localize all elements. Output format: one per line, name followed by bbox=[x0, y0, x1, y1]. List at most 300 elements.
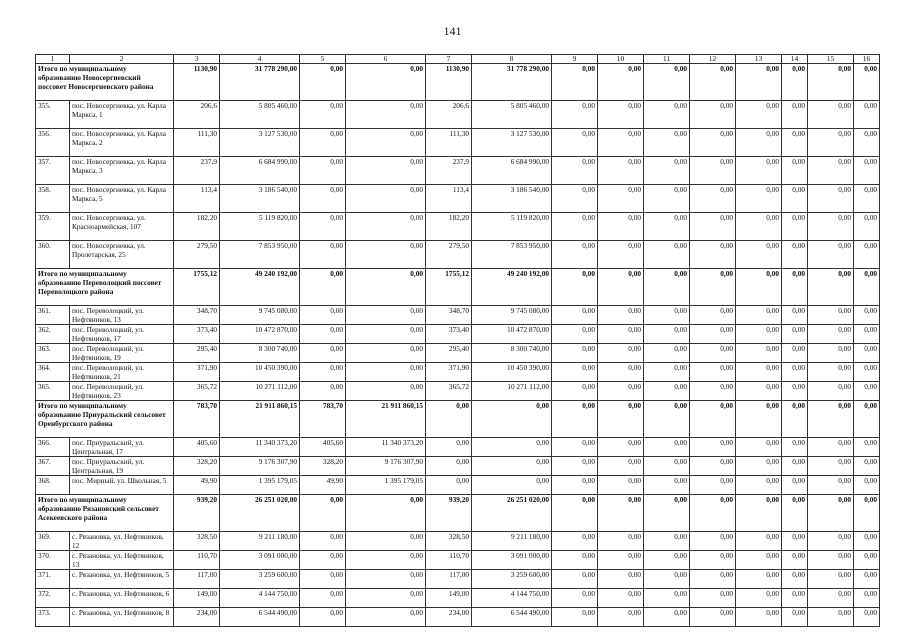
value-cell: 0,00 bbox=[552, 570, 598, 589]
value-cell: 10 472 870,00 bbox=[472, 325, 552, 344]
value-cell: 31 778 290,00 bbox=[472, 64, 552, 101]
column-number: 7 bbox=[426, 55, 472, 64]
value-cell: 0,00 bbox=[598, 401, 644, 438]
value-cell: 21 911 860,15 bbox=[346, 401, 426, 438]
value-cell: 295,40 bbox=[426, 344, 472, 363]
row-number: 356. bbox=[36, 129, 70, 157]
value-cell: 26 251 020,00 bbox=[472, 495, 552, 532]
value-cell: 0,00 bbox=[808, 382, 854, 401]
data-table bbox=[35, 54, 880, 627]
value-cell: 0,00 bbox=[552, 382, 598, 401]
value-cell: 0,00 bbox=[644, 570, 690, 589]
value-cell: 0,00 bbox=[644, 101, 690, 129]
value-cell: 5 805 460,00 bbox=[472, 101, 552, 129]
value-cell: 0,00 bbox=[598, 101, 644, 129]
value-cell: 182,20 bbox=[426, 213, 472, 241]
value-cell: 0,00 bbox=[598, 241, 644, 269]
address-cell: пос. Новосергиевка, ул. Карла Маркса, 3 bbox=[70, 157, 174, 185]
page-number: 141 bbox=[443, 24, 462, 38]
value-cell: 0,00 bbox=[690, 551, 736, 570]
value-cell: 0,00 bbox=[598, 495, 644, 532]
value-cell: 149,00 bbox=[174, 589, 220, 608]
table-row bbox=[36, 457, 880, 476]
value-cell: 0,00 bbox=[782, 157, 808, 185]
value-cell: 0,00 bbox=[808, 129, 854, 157]
value-cell: 11 340 373,20 bbox=[220, 438, 300, 457]
value-cell: 0,00 bbox=[644, 551, 690, 570]
value-cell: 0,00 bbox=[690, 185, 736, 213]
value-cell: 0,00 bbox=[598, 344, 644, 363]
table-row bbox=[36, 306, 880, 325]
value-cell: 0,00 bbox=[300, 185, 346, 213]
value-cell: 0,00 bbox=[552, 589, 598, 608]
table-row bbox=[36, 570, 880, 589]
value-cell: 1 395 179,05 bbox=[346, 476, 426, 495]
value-cell: 405,60 bbox=[300, 438, 346, 457]
value-cell: 113,4 bbox=[426, 185, 472, 213]
value-cell: 0,00 bbox=[808, 325, 854, 344]
value-cell: 0,00 bbox=[552, 495, 598, 532]
address-cell: пос. Новосергиевка, ул. Пролетарская, 25 bbox=[70, 241, 174, 269]
row-number: 361. bbox=[36, 306, 70, 325]
value-cell: 0,00 bbox=[552, 476, 598, 495]
value-cell: 5 805 460,00 bbox=[220, 101, 300, 129]
value-cell: 49,90 bbox=[300, 476, 346, 495]
value-cell: 0,00 bbox=[552, 101, 598, 129]
value-cell: 0,00 bbox=[736, 476, 782, 495]
value-cell: 0,00 bbox=[598, 269, 644, 306]
value-cell: 0,00 bbox=[808, 476, 854, 495]
value-cell: 9 211 180,00 bbox=[472, 532, 552, 551]
value-cell: 405,60 bbox=[174, 438, 220, 457]
value-cell: 9 745 080,00 bbox=[220, 306, 300, 325]
value-cell: 0,00 bbox=[808, 495, 854, 532]
address-cell: пос. Переволоцкий, ул. Нефтяников, 19 bbox=[70, 344, 174, 363]
value-cell: 6 684 990,00 bbox=[220, 157, 300, 185]
value-cell: 0,00 bbox=[782, 64, 808, 101]
address-cell: пос. Приуральский, ул. Центральная, 17 bbox=[70, 438, 174, 457]
value-cell: 0,00 bbox=[346, 101, 426, 129]
value-cell: 234,00 bbox=[426, 608, 472, 627]
column-number: 15 bbox=[808, 55, 854, 64]
value-cell: 0,00 bbox=[736, 241, 782, 269]
value-cell: 149,00 bbox=[426, 589, 472, 608]
value-cell: 0,00 bbox=[300, 306, 346, 325]
value-cell: 0,00 bbox=[598, 608, 644, 627]
value-cell: 49 240 192,00 bbox=[220, 269, 300, 306]
value-cell: 0,00 bbox=[552, 401, 598, 438]
value-cell: 0,00 bbox=[782, 382, 808, 401]
address-cell: с. Рязановка, ул. Нефтяников, 5 bbox=[70, 570, 174, 589]
value-cell: 1755,12 bbox=[426, 269, 472, 306]
value-cell: 0,00 bbox=[552, 64, 598, 101]
value-cell: 0,00 bbox=[854, 129, 880, 157]
value-cell: 6 544 490,00 bbox=[220, 608, 300, 627]
table-row bbox=[36, 532, 880, 551]
value-cell: 0,00 bbox=[736, 438, 782, 457]
value-cell: 0,00 bbox=[690, 570, 736, 589]
column-number: 6 bbox=[346, 55, 426, 64]
value-cell: 1130,90 bbox=[174, 64, 220, 101]
value-cell: 0,00 bbox=[690, 532, 736, 551]
value-cell: 0,00 bbox=[808, 213, 854, 241]
value-cell: 0,00 bbox=[854, 495, 880, 532]
value-cell: 0,00 bbox=[346, 495, 426, 532]
row-number: 358. bbox=[36, 185, 70, 213]
value-cell: 0,00 bbox=[854, 325, 880, 344]
value-cell: 0,00 bbox=[736, 401, 782, 438]
value-cell: 0,00 bbox=[644, 589, 690, 608]
value-cell: 0,00 bbox=[808, 241, 854, 269]
value-cell: 21 911 860,15 bbox=[220, 401, 300, 438]
value-cell: 0,00 bbox=[598, 589, 644, 608]
table-row bbox=[36, 551, 880, 570]
value-cell: 0,00 bbox=[300, 589, 346, 608]
value-cell: 0,00 bbox=[598, 551, 644, 570]
value-cell: 3 091 000,00 bbox=[472, 551, 552, 570]
value-cell: 328,20 bbox=[174, 457, 220, 476]
subtotal-row bbox=[36, 64, 880, 101]
value-cell: 0,00 bbox=[736, 325, 782, 344]
column-number: 3 bbox=[174, 55, 220, 64]
value-cell: 0,00 bbox=[300, 64, 346, 101]
value-cell: 0,00 bbox=[690, 64, 736, 101]
table-body bbox=[36, 55, 880, 627]
value-cell: 0,00 bbox=[736, 101, 782, 129]
value-cell: 1 395 179,05 bbox=[220, 476, 300, 495]
value-cell: 0,00 bbox=[782, 570, 808, 589]
value-cell: 279,50 bbox=[426, 241, 472, 269]
value-cell: 0,00 bbox=[346, 382, 426, 401]
value-cell: 0,00 bbox=[736, 570, 782, 589]
value-cell: 0,00 bbox=[854, 476, 880, 495]
value-cell: 0,00 bbox=[300, 157, 346, 185]
value-cell: 0,00 bbox=[644, 495, 690, 532]
value-cell: 0,00 bbox=[808, 608, 854, 627]
value-cell: 0,00 bbox=[808, 101, 854, 129]
value-cell: 0,00 bbox=[300, 363, 346, 382]
value-cell: 0,00 bbox=[690, 476, 736, 495]
value-cell: 0,00 bbox=[854, 269, 880, 306]
value-cell: 0,00 bbox=[300, 213, 346, 241]
value-cell: 0,00 bbox=[426, 438, 472, 457]
table-row bbox=[36, 589, 880, 608]
value-cell: 0,00 bbox=[782, 241, 808, 269]
value-cell: 0,00 bbox=[552, 185, 598, 213]
column-number: 10 bbox=[598, 55, 644, 64]
value-cell: 0,00 bbox=[552, 363, 598, 382]
value-cell: 110,70 bbox=[174, 551, 220, 570]
value-cell: 0,00 bbox=[644, 325, 690, 344]
value-cell: 0,00 bbox=[300, 325, 346, 344]
address-cell: с. Рязановка, ул. Нефтяников, 12 bbox=[70, 532, 174, 551]
value-cell: 234,00 bbox=[174, 608, 220, 627]
value-cell: 0,00 bbox=[598, 306, 644, 325]
value-cell: 0,00 bbox=[346, 570, 426, 589]
value-cell: 0,00 bbox=[854, 101, 880, 129]
value-cell: 0,00 bbox=[854, 457, 880, 476]
value-cell: 0,00 bbox=[300, 551, 346, 570]
row-number: 355. bbox=[36, 101, 70, 129]
value-cell: 0,00 bbox=[782, 129, 808, 157]
value-cell: 0,00 bbox=[854, 157, 880, 185]
value-cell: 0,00 bbox=[346, 269, 426, 306]
value-cell: 0,00 bbox=[644, 382, 690, 401]
row-number: 359. bbox=[36, 213, 70, 241]
value-cell: 0,00 bbox=[808, 185, 854, 213]
value-cell: 0,00 bbox=[300, 129, 346, 157]
value-cell: 0,00 bbox=[854, 213, 880, 241]
value-cell: 0,00 bbox=[644, 129, 690, 157]
value-cell: 4 144 750,00 bbox=[472, 589, 552, 608]
value-cell: 5 119 820,00 bbox=[220, 213, 300, 241]
value-cell: 0,00 bbox=[690, 495, 736, 532]
value-cell: 0,00 bbox=[300, 241, 346, 269]
value-cell: 0,00 bbox=[644, 608, 690, 627]
value-cell: 0,00 bbox=[808, 64, 854, 101]
address-cell: пос. Переволоцкий, ул. Нефтяников, 17 bbox=[70, 325, 174, 344]
value-cell: 0,00 bbox=[736, 64, 782, 101]
value-cell: 0,00 bbox=[644, 157, 690, 185]
value-cell: 373,40 bbox=[426, 325, 472, 344]
value-cell: 182,20 bbox=[174, 213, 220, 241]
value-cell: 365,72 bbox=[426, 382, 472, 401]
value-cell: 783,70 bbox=[174, 401, 220, 438]
value-cell: 0,00 bbox=[808, 589, 854, 608]
address-cell: с. Рязановка, ул. Нефтяников, 8 bbox=[70, 608, 174, 627]
value-cell: 0,00 bbox=[552, 438, 598, 457]
value-cell: 0,00 bbox=[552, 457, 598, 476]
address-cell: с. Рязановка, ул. Нефтяников, 6 bbox=[70, 589, 174, 608]
value-cell: 110,70 bbox=[426, 551, 472, 570]
value-cell: 0,00 bbox=[736, 495, 782, 532]
value-cell: 117,00 bbox=[174, 570, 220, 589]
table-row bbox=[36, 185, 880, 213]
value-cell: 3 259 600,00 bbox=[472, 570, 552, 589]
address-cell: пос. Новосергиевка, ул. Красноармейская, 107 bbox=[70, 213, 174, 241]
value-cell: 10 271 112,00 bbox=[220, 382, 300, 401]
value-cell: 0,00 bbox=[736, 213, 782, 241]
subtotal-row bbox=[36, 495, 880, 532]
value-cell: 0,00 bbox=[644, 457, 690, 476]
value-cell: 0,00 bbox=[346, 589, 426, 608]
table-row bbox=[36, 438, 880, 457]
subtotal-label: Итого по муниципальному образованию Новосергиевский поссовет Новосергиевского района bbox=[36, 64, 174, 101]
value-cell: 0,00 bbox=[690, 269, 736, 306]
value-cell: 237,9 bbox=[174, 157, 220, 185]
row-number: 368. bbox=[36, 476, 70, 495]
column-number: 14 bbox=[782, 55, 808, 64]
value-cell: 0,00 bbox=[300, 344, 346, 363]
value-cell: 328,20 bbox=[300, 457, 346, 476]
value-cell: 0,00 bbox=[854, 382, 880, 401]
table-row bbox=[36, 157, 880, 185]
row-number: 367. bbox=[36, 457, 70, 476]
value-cell: 0,00 bbox=[736, 608, 782, 627]
value-cell: 0,00 bbox=[808, 457, 854, 476]
value-cell: 206,6 bbox=[174, 101, 220, 129]
value-cell: 0,00 bbox=[808, 157, 854, 185]
address-cell: пос. Новосергиевка, ул. Карла Маркса, 1 bbox=[70, 101, 174, 129]
value-cell: 0,00 bbox=[598, 129, 644, 157]
column-number: 5 bbox=[300, 55, 346, 64]
table-row bbox=[36, 382, 880, 401]
value-cell: 9 176 307,90 bbox=[220, 457, 300, 476]
value-cell: 0,00 bbox=[644, 401, 690, 438]
value-cell: 5 119 820,00 bbox=[472, 213, 552, 241]
value-cell: 0,00 bbox=[644, 438, 690, 457]
value-cell: 0,00 bbox=[736, 269, 782, 306]
value-cell: 0,00 bbox=[598, 64, 644, 101]
value-cell: 0,00 bbox=[782, 476, 808, 495]
value-cell: 0,00 bbox=[426, 476, 472, 495]
value-cell: 49,90 bbox=[174, 476, 220, 495]
value-cell: 0,00 bbox=[854, 570, 880, 589]
column-number-row bbox=[36, 55, 880, 64]
table-row bbox=[36, 476, 880, 495]
value-cell: 0,00 bbox=[690, 608, 736, 627]
value-cell: 0,00 bbox=[808, 269, 854, 306]
value-cell: 0,00 bbox=[854, 589, 880, 608]
value-cell: 0,00 bbox=[690, 306, 736, 325]
value-cell: 0,00 bbox=[598, 325, 644, 344]
address-cell: пос. Новосергиевка, ул. Карла Маркса, 5 bbox=[70, 185, 174, 213]
table-row bbox=[36, 344, 880, 363]
address-cell: пос. Мирный, ул. Школьная, 5 bbox=[70, 476, 174, 495]
value-cell: 0,00 bbox=[426, 401, 472, 438]
value-cell: 8 300 740,00 bbox=[472, 344, 552, 363]
value-cell: 0,00 bbox=[782, 185, 808, 213]
value-cell: 0,00 bbox=[346, 306, 426, 325]
value-cell: 0,00 bbox=[644, 306, 690, 325]
value-cell: 0,00 bbox=[598, 457, 644, 476]
value-cell: 0,00 bbox=[690, 129, 736, 157]
table-row bbox=[36, 129, 880, 157]
value-cell: 0,00 bbox=[854, 241, 880, 269]
value-cell: 111,30 bbox=[426, 129, 472, 157]
value-cell: 0,00 bbox=[736, 382, 782, 401]
value-cell: 371,90 bbox=[426, 363, 472, 382]
value-cell: 0,00 bbox=[736, 185, 782, 213]
address-cell: с. Рязановка, ул. Нефтяников, 13 bbox=[70, 551, 174, 570]
value-cell: 0,00 bbox=[782, 269, 808, 306]
value-cell: 0,00 bbox=[598, 570, 644, 589]
value-cell: 0,00 bbox=[854, 344, 880, 363]
value-cell: 0,00 bbox=[854, 306, 880, 325]
value-cell: 0,00 bbox=[300, 101, 346, 129]
value-cell: 0,00 bbox=[346, 325, 426, 344]
value-cell: 9 211 180,00 bbox=[220, 532, 300, 551]
value-cell: 0,00 bbox=[690, 401, 736, 438]
value-cell: 0,00 bbox=[346, 363, 426, 382]
value-cell: 0,00 bbox=[598, 532, 644, 551]
value-cell: 783,70 bbox=[300, 401, 346, 438]
value-cell: 0,00 bbox=[300, 269, 346, 306]
value-cell: 939,20 bbox=[174, 495, 220, 532]
column-number: 1 bbox=[36, 55, 70, 64]
value-cell: 26 251 020,00 bbox=[220, 495, 300, 532]
value-cell: 0,00 bbox=[690, 241, 736, 269]
value-cell: 0,00 bbox=[644, 213, 690, 241]
value-cell: 0,00 bbox=[598, 213, 644, 241]
row-number: 364. bbox=[36, 363, 70, 382]
value-cell: 0,00 bbox=[598, 157, 644, 185]
value-cell: 0,00 bbox=[644, 185, 690, 213]
value-cell: 0,00 bbox=[472, 401, 552, 438]
value-cell: 0,00 bbox=[690, 457, 736, 476]
value-cell: 0,00 bbox=[644, 532, 690, 551]
value-cell: 9 176 307,90 bbox=[346, 457, 426, 476]
value-cell: 0,00 bbox=[346, 157, 426, 185]
value-cell: 0,00 bbox=[854, 532, 880, 551]
value-cell: 0,00 bbox=[782, 325, 808, 344]
value-cell: 0,00 bbox=[346, 129, 426, 157]
value-cell: 113,4 bbox=[174, 185, 220, 213]
value-cell: 0,00 bbox=[300, 570, 346, 589]
value-cell: 0,00 bbox=[690, 157, 736, 185]
value-cell: 0,00 bbox=[782, 532, 808, 551]
value-cell: 10 450 390,00 bbox=[472, 363, 552, 382]
value-cell: 0,00 bbox=[808, 344, 854, 363]
value-cell: 0,00 bbox=[690, 363, 736, 382]
value-cell: 10 472 870,00 bbox=[220, 325, 300, 344]
value-cell: 348,70 bbox=[174, 306, 220, 325]
value-cell: 3 186 540,00 bbox=[220, 185, 300, 213]
value-cell: 0,00 bbox=[552, 213, 598, 241]
value-cell: 0,00 bbox=[644, 64, 690, 101]
value-cell: 4 144 750,00 bbox=[220, 589, 300, 608]
value-cell: 0,00 bbox=[346, 185, 426, 213]
value-cell: 0,00 bbox=[736, 589, 782, 608]
row-number: 372. bbox=[36, 589, 70, 608]
subtotal-row bbox=[36, 401, 880, 438]
table-row bbox=[36, 363, 880, 382]
value-cell: 0,00 bbox=[472, 476, 552, 495]
value-cell: 0,00 bbox=[300, 382, 346, 401]
row-number: 366. bbox=[36, 438, 70, 457]
value-cell: 0,00 bbox=[782, 401, 808, 438]
value-cell: 0,00 bbox=[808, 570, 854, 589]
value-cell: 0,00 bbox=[552, 325, 598, 344]
subtotal-label: Итого по муниципальному образованию Переволоцкий поссовет Переволоцкого района bbox=[36, 269, 174, 306]
value-cell: 0,00 bbox=[690, 344, 736, 363]
value-cell: 0,00 bbox=[854, 401, 880, 438]
value-cell: 0,00 bbox=[782, 438, 808, 457]
value-cell: 3 091 000,00 bbox=[220, 551, 300, 570]
value-cell: 939,20 bbox=[426, 495, 472, 532]
value-cell: 0,00 bbox=[598, 363, 644, 382]
value-cell: 0,00 bbox=[782, 344, 808, 363]
table-row bbox=[36, 101, 880, 129]
row-number: 365. bbox=[36, 382, 70, 401]
value-cell: 295,40 bbox=[174, 344, 220, 363]
value-cell: 328,50 bbox=[426, 532, 472, 551]
value-cell: 0,00 bbox=[472, 438, 552, 457]
value-cell: 0,00 bbox=[782, 101, 808, 129]
subtotal-label: Итого по муниципальному образованию Приуральский сельсовет Оренбургского района bbox=[36, 401, 174, 438]
value-cell: 0,00 bbox=[300, 532, 346, 551]
value-cell: 0,00 bbox=[552, 551, 598, 570]
value-cell: 0,00 bbox=[736, 344, 782, 363]
value-cell: 6 544 490,00 bbox=[472, 608, 552, 627]
column-number: 16 bbox=[854, 55, 880, 64]
value-cell: 0,00 bbox=[690, 382, 736, 401]
value-cell: 0,00 bbox=[690, 589, 736, 608]
table-row bbox=[36, 241, 880, 269]
value-cell: 0,00 bbox=[782, 363, 808, 382]
value-cell: 0,00 bbox=[808, 363, 854, 382]
value-cell: 0,00 bbox=[552, 344, 598, 363]
